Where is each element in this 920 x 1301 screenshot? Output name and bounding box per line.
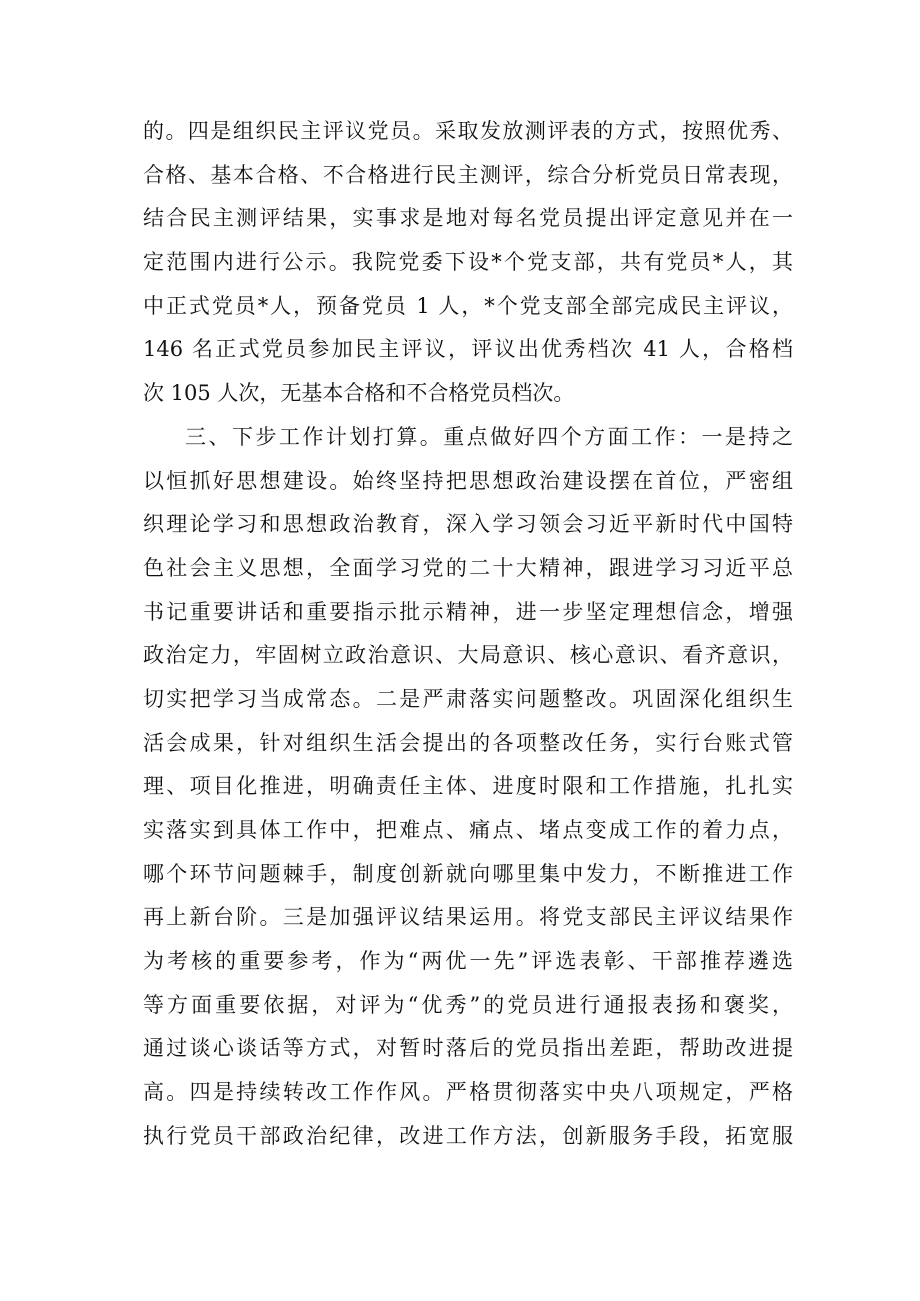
text-line: 中正式党员*人，预备党员 1 人，*个党支部全部完成民主评议， (143, 293, 793, 318)
text-line: 执行党员干部政治纪律，改进工作方法，创新服务手段，拓宽服 (143, 1123, 793, 1148)
text-line: 146 名正式党员参加民主评议，评议出优秀档次 41 人，合格档 (143, 337, 793, 362)
text-line: 的。四是组织民主评议党员。采取发放测评表的方式，按照优秀、 (143, 119, 793, 143)
text-line: 定范围内进行公示。我院党委下设*个党支部，共有党员*人，其 (143, 250, 793, 275)
text-line: 活会成果，针对组织生活会提出的各项整改任务，实行台账式管 (143, 730, 793, 755)
text-line: 书记重要讲话和重要指示批示精神，进一步坚定理想信念，增强 (143, 599, 793, 624)
text-line: 色社会主义思想，全面学习党的二十大精神，跟进学习习近平总 (143, 555, 793, 580)
text-line: 织理论学习和思想政治教育，深入学习领会习近平新时代中国特 (143, 512, 793, 537)
text-line: 高。四是持续转改工作作风。严格贯彻落实中央八项规定，严格 (143, 1080, 793, 1105)
section-heading-line: 三、下步工作计划打算。重点做好四个方面工作：一是持之 (185, 424, 793, 449)
text-line: 切实把学习当成常态。二是严肃落实问题整改。巩固深化组织生 (143, 686, 793, 711)
paragraph-end-line: 次 105 人次，无基本合格和不合格党员档次。 (143, 381, 575, 406)
text-line: 通过谈心谈话等方式，对暂时落后的党员指出差距，帮助改进提 (143, 1036, 793, 1061)
body-text (143, 110, 793, 1159)
text-line: 政治定力，牢固树立政治意识、大局意识、核心意识、看齐意识， (143, 643, 793, 668)
text-line: 实落实到具体工作中，把难点、痛点、堵点变成工作的着力点， (143, 818, 793, 842)
text-line: 以恒抓好思想建设。始终坚持把思想政治建设摆在首位，严密组 (143, 468, 793, 493)
text-line: 为考核的重要参考，作为“两优一先”评选表彰、干部推荐遴选 (143, 949, 793, 974)
text-line: 再上新台阶。三是加强评议结果运用。将党支部民主评议结果作 (143, 905, 793, 930)
text-line: 等方面重要依据，对评为“优秀”的党员进行通报表扬和褒奖， (143, 992, 793, 1017)
text-line: 哪个环节问题棘手，制度创新就向哪里集中发力，不断推进工作 (143, 861, 793, 886)
text-line: 结合民主测评结果，实事求是地对每名党员提出评定意见并在一 (143, 206, 793, 231)
text-line: 合格、基本合格、不合格进行民主测评，综合分析党员日常表现， (143, 162, 793, 187)
text-line: 理、项目化推进，明确责任主体、进度时限和工作措施，扎扎实 (143, 774, 793, 799)
